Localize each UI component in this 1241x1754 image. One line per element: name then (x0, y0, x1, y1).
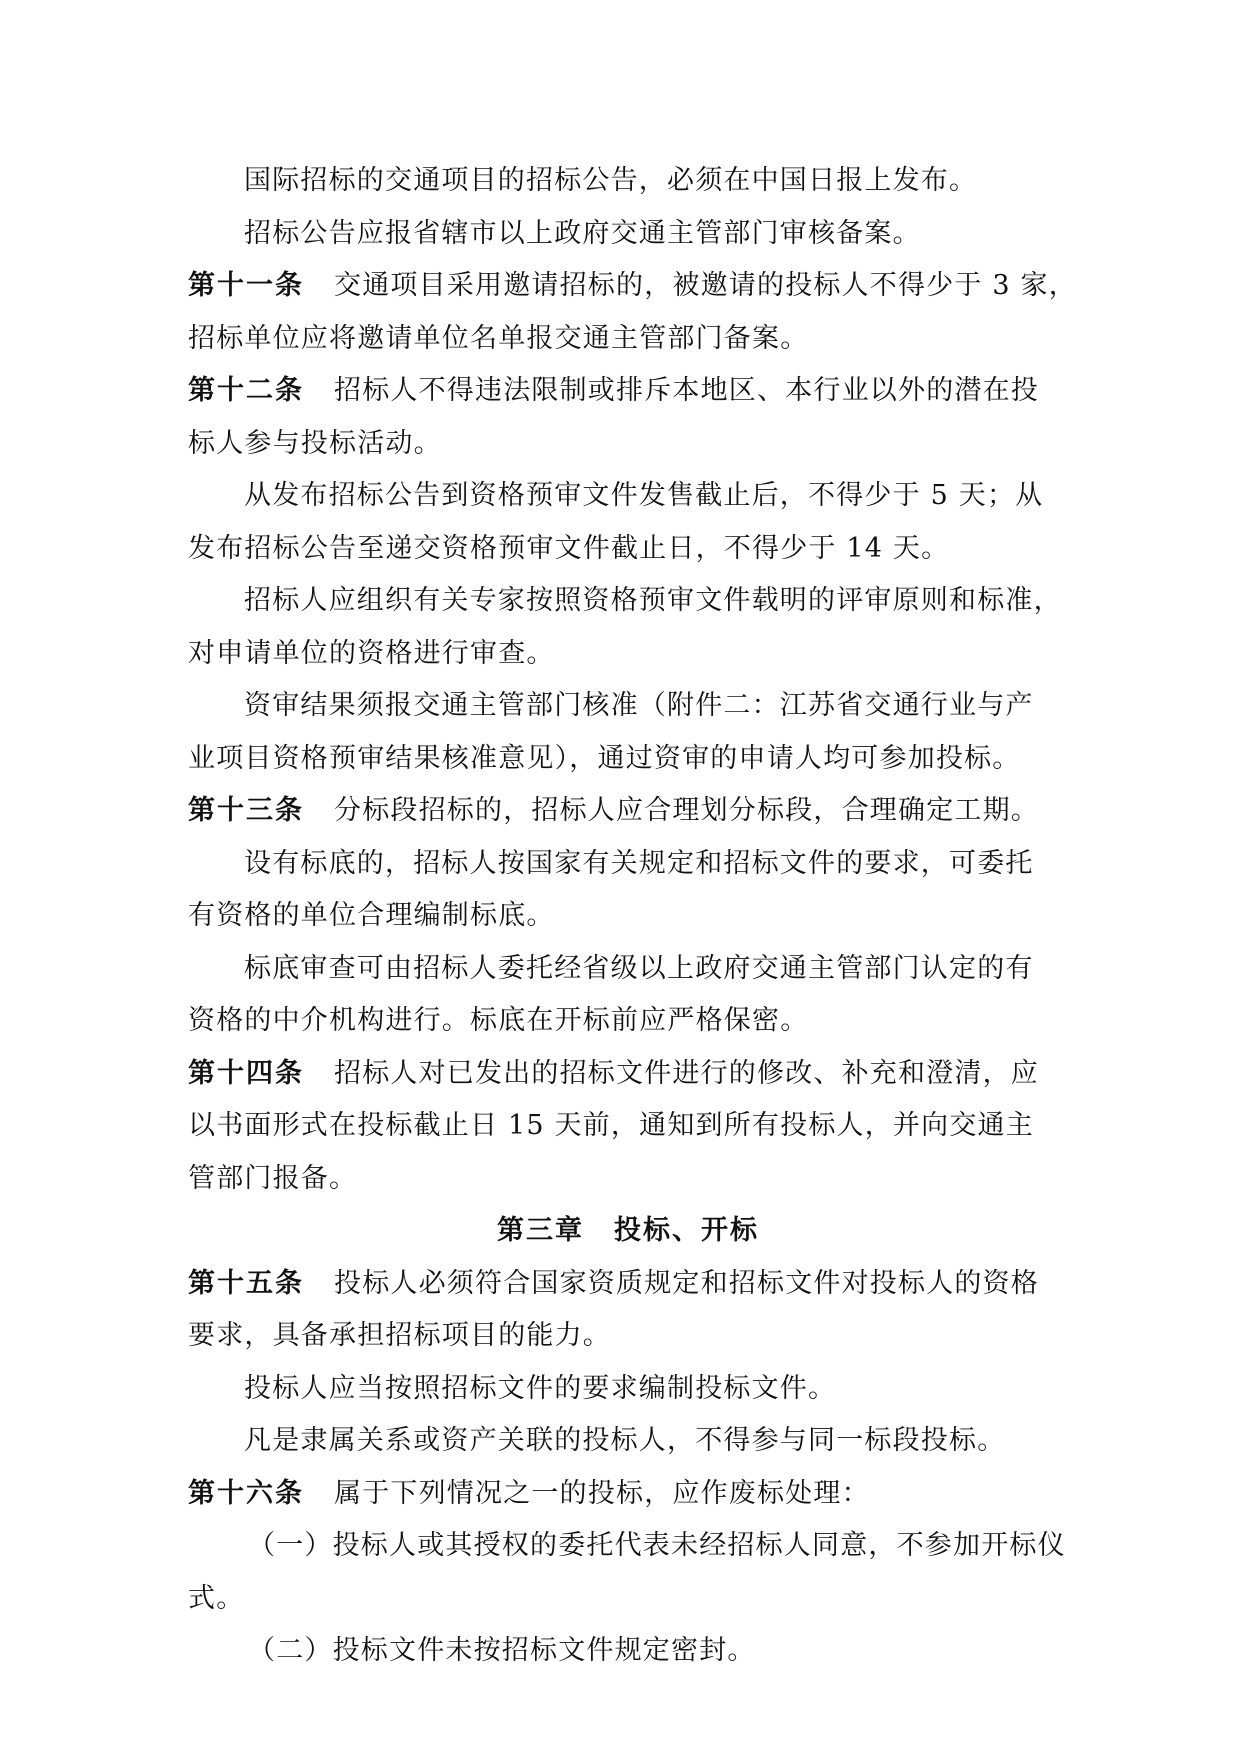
article-number: 第十六条 (188, 1477, 304, 1509)
paragraph-continuation: 发布招标公告至递交资格预审文件截止日，不得少于 14 天。 (188, 532, 950, 564)
paragraph-continuation: 有资格的单位合理编制标底。 (188, 900, 555, 931)
paragraph-continuation: 以书面形式在投标截止日 15 天前，通知到所有投标人，并向交通主 (188, 1110, 1034, 1141)
paragraph-continuation: 式。 (188, 1582, 245, 1614)
article-text: 属于下列情况之一的投标，应作废标处理： (334, 1477, 870, 1509)
paragraph: 设有标底的，招标人按国家有关规定和招标文件的要求，可委托 (244, 847, 1034, 879)
paragraph: 国际招标的交通项目的招标公告，必须在中国日报上发布。 (244, 165, 978, 196)
paragraph: 凡是隶属关系或资产关联的投标人，不得参与同一标段投标。 (244, 1425, 1006, 1456)
paragraph: 标底审查可由招标人委托经省级以上政府交通主管部门认定的有 (244, 952, 1034, 984)
article-number: 第十三条 (188, 795, 304, 826)
paragraph: 招标人应组织有关专家按照资格预审文件载明的评审原则和标准， (244, 585, 1062, 616)
article-16 (188, 1468, 1068, 1521)
article-text: 招标人对已发出的招标文件进行的修改、补充和澄清，应 (334, 1057, 1039, 1089)
paragraph: 招标公告应报省辖市以上政府交通主管部门审核备案。 (244, 217, 921, 249)
article-number: 第十五条 (188, 1267, 304, 1299)
paragraph-continuation: 业项目资格预审结果核准意见），通过资审的申请人均可参加投标。 (188, 742, 1021, 774)
article-12 (188, 365, 1068, 418)
article-text: 招标人不得违法限制或排斥本地区、本行业以外的潜在投 (334, 375, 1039, 406)
article-text: 分标段招标的，招标人应合理划分标段，合理确定工期。 (334, 795, 1039, 826)
article-15 (188, 1258, 1068, 1311)
chapter-title: 投标、开标 (614, 1215, 759, 1246)
list-item: （一）投标人或其授权的委托代表未经招标人同意，不参加开标仪 (248, 1530, 1066, 1561)
chapter-number: 第三章 (497, 1215, 584, 1246)
article-number: 第十四条 (188, 1057, 304, 1089)
paragraph-continuation: 标人参与投标活动。 (188, 427, 442, 459)
paragraph-continuation: 管部门报备。 (188, 1162, 358, 1194)
paragraph: 资审结果须报交通主管部门核准（附件二：江苏省交通行业与产 (244, 690, 1034, 721)
article-13 (188, 785, 1068, 838)
document-page (188, 155, 1077, 1678)
paragraph-continuation: 招标单位应将邀请单位名单报交通主管部门备案。 (188, 322, 809, 354)
chapter-heading (188, 1205, 1068, 1258)
article-11 (188, 260, 1077, 313)
article-number: 第十二条 (188, 375, 304, 406)
article-text: 交通项目采用邀请招标的，被邀请的投标人不得少于 3 家， (334, 270, 1077, 301)
paragraph: 从发布招标公告到资格预审文件发售截止后，不得少于 5 天；从 (244, 480, 1044, 511)
paragraph: 投标人应当按照招标文件的要求编制投标文件。 (244, 1372, 837, 1404)
list-item: （二）投标文件未按招标文件规定密封。 (248, 1635, 756, 1666)
paragraph-continuation: 资格的中介机构进行。标底在开标前应严格保密。 (188, 1005, 809, 1036)
article-text: 投标人必须符合国家资质规定和招标文件对投标人的资格 (334, 1267, 1039, 1299)
paragraph-continuation: 对申请单位的资格进行审查。 (188, 637, 555, 669)
paragraph-continuation: 要求，具备承担招标项目的能力。 (188, 1320, 611, 1351)
article-14 (188, 1048, 1068, 1101)
article-number: 第十一条 (188, 270, 304, 301)
